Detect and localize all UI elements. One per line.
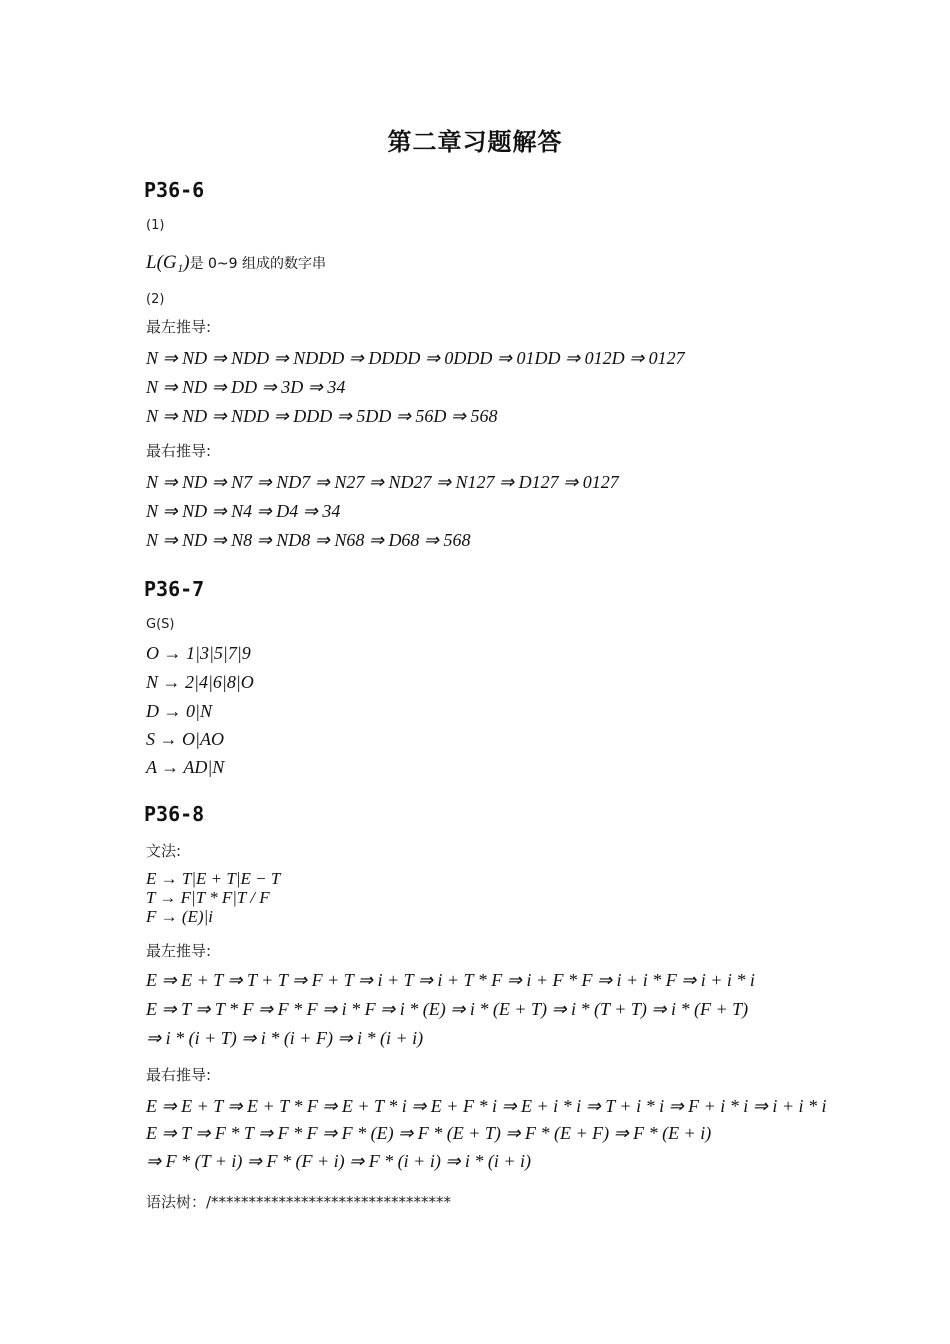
derivation-line: E ⇒ E + T ⇒ E + T * F ⇒ E + T * i ⇒ E + F * i ⇒ E + i * i ⇒ T + i * i ⇒ F + i * i ⇒ i + i * i (146, 1096, 827, 1116)
derivation-line: N ⇒ ND ⇒ N7 ⇒ ND7 ⇒ N27 ⇒ ND27 ⇒ N127 ⇒ D127 ⇒ 0127 (146, 472, 619, 492)
section-heading-p36-8: P36-8 (144, 802, 205, 826)
grammar-rule: A → AD|N (146, 757, 225, 777)
grammar-rule: T → F|T * F|T / F (146, 888, 270, 907)
rightmost-derivation-label: 最右推导: (146, 1066, 212, 1084)
derivation-line: E ⇒ T ⇒ T * F ⇒ F * F ⇒ i * F ⇒ i * (E) ⇒ i * (E + T) ⇒ i * (T + T) ⇒ i * (F + T) (146, 999, 749, 1019)
syntax-tree-label: 语法树：/******************************** (146, 1193, 452, 1211)
derivation-line: N ⇒ ND ⇒ N8 ⇒ ND8 ⇒ N68 ⇒ D68 ⇒ 568 (146, 530, 471, 550)
derivation-line: N ⇒ ND ⇒ NDD ⇒ DDD ⇒ 5DD ⇒ 56D ⇒ 568 (146, 406, 498, 426)
derivation-line: N ⇒ ND ⇒ N4 ⇒ D4 ⇒ 34 (146, 501, 341, 521)
grammar-rule: N → 2|4|6|8|O (146, 672, 254, 692)
page-title: 第二章习题解答 (387, 128, 563, 156)
part-2-label: (2) (146, 292, 165, 307)
language-statement (146, 252, 326, 274)
derivation-line: N ⇒ ND ⇒ NDD ⇒ NDDD ⇒ DDDD ⇒ 0DDD ⇒ 01DD ⇒ 012D ⇒ 0127 (146, 348, 685, 368)
leftmost-derivation-label: 最左推导: (146, 318, 212, 336)
grammar-label: G(S) (146, 617, 175, 632)
leftmost-derivation-label: 最左推导: (146, 942, 212, 960)
grammar-rule: D → 0|N (146, 701, 212, 721)
derivation-line: ⇒ i * (i + T) ⇒ i * (i + F) ⇒ i * (i + i) (146, 1028, 424, 1048)
derivation-line: E ⇒ T ⇒ F * T ⇒ F * F ⇒ F * (E) ⇒ F * (E + T) ⇒ F * (E + F) ⇒ F * (E + i) (146, 1123, 712, 1143)
grammar-rule: S → O|AO (146, 729, 224, 749)
section-heading-p36-7: P36-7 (144, 577, 205, 601)
part-1-label: (1) (146, 218, 165, 233)
grammar-rule: F → (E)|i (146, 907, 213, 926)
derivation-line: E ⇒ E + T ⇒ T + T ⇒ F + T ⇒ i + T ⇒ i + T * F ⇒ i + F * F ⇒ i + i * F ⇒ i + i * i (146, 970, 755, 990)
grammar-rule: E → T|E + T|E − T (146, 869, 281, 888)
section-heading-p36-6: P36-6 (144, 178, 205, 202)
grammar-label: 文法: (146, 842, 182, 860)
language-description: 是 0~9 组成的数字串 (189, 256, 327, 272)
derivation-line: ⇒ F * (T + i) ⇒ F * (F + i) ⇒ F * (i + i) ⇒ i * (i + i) (146, 1151, 532, 1171)
derivation-line: N ⇒ ND ⇒ DD ⇒ 3D ⇒ 34 (146, 377, 346, 397)
rightmost-derivation-label: 最右推导: (146, 442, 212, 460)
grammar-rule: O → 1|3|5|7|9 (146, 643, 251, 663)
language-symbol: L(G₁) (146, 252, 190, 273)
